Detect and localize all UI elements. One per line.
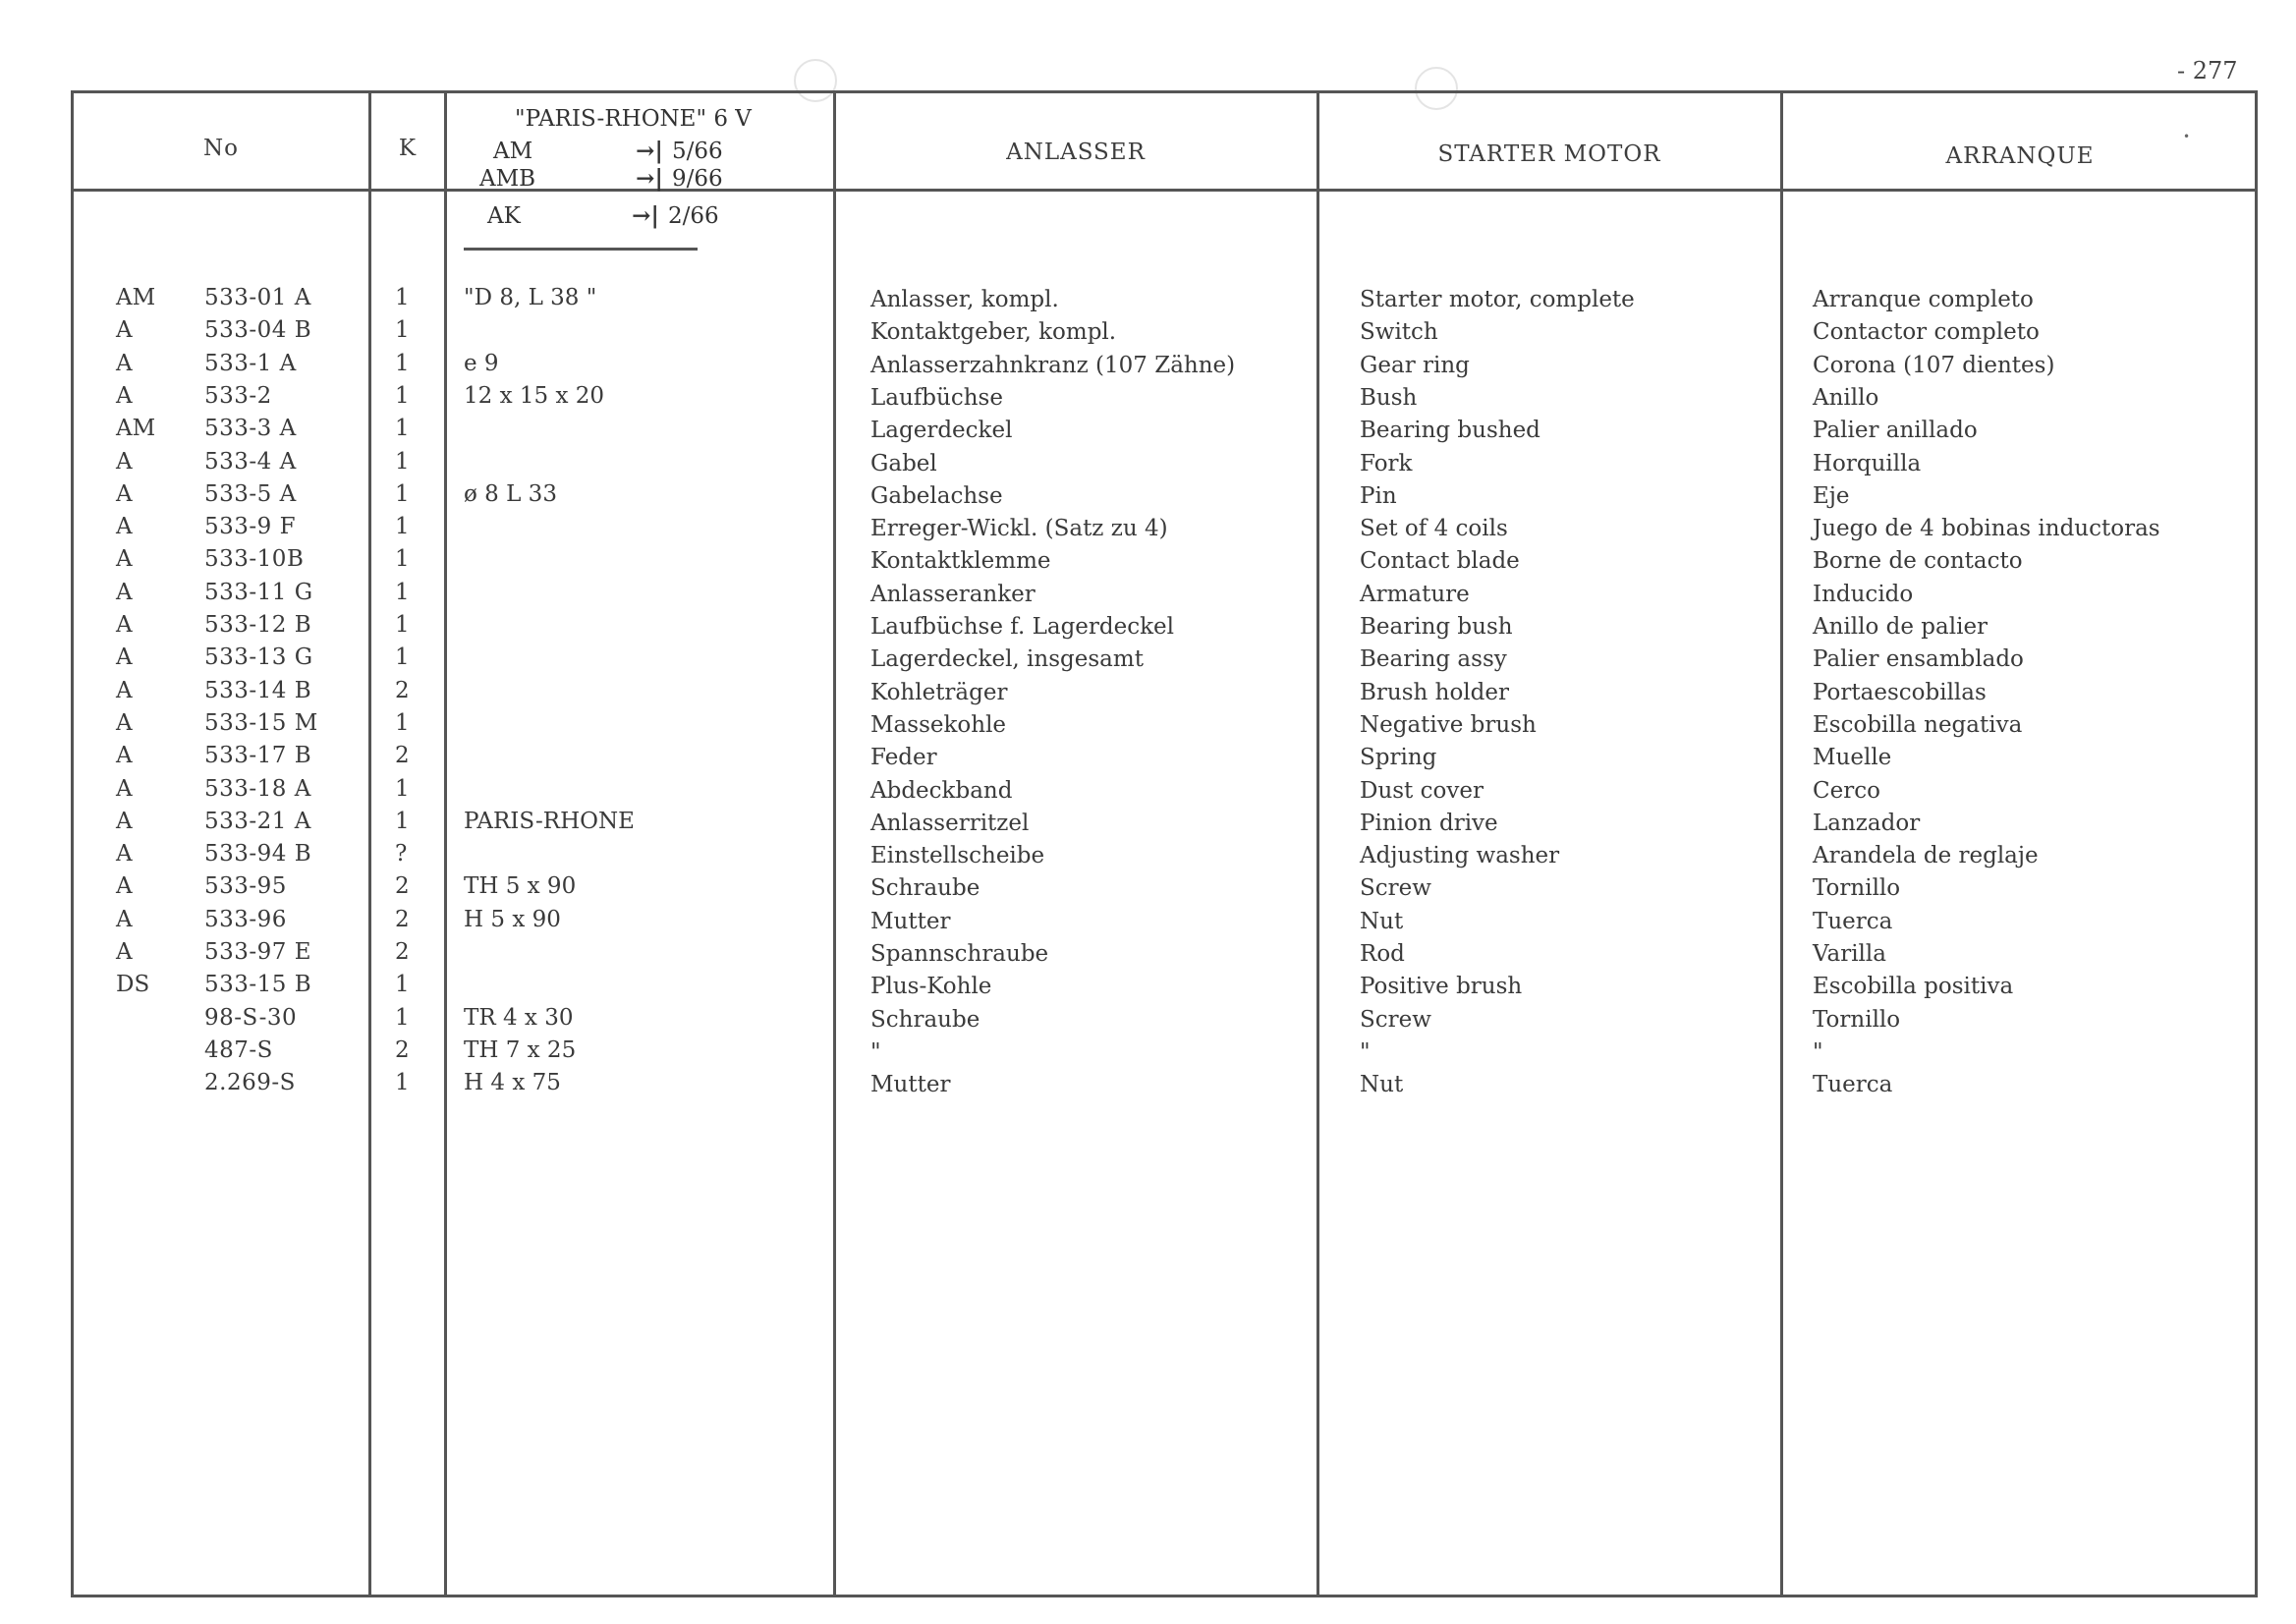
description-en: Gear ring <box>1360 352 1470 378</box>
description-de: " <box>870 1038 881 1065</box>
spec: PARIS-RHONE <box>464 808 635 834</box>
description-en: Adjusting washer <box>1360 843 1560 869</box>
description-en: Fork <box>1360 450 1413 476</box>
quantity: 1 <box>395 775 410 802</box>
model-name: AMB <box>479 166 536 192</box>
description-de: Anlasserzahnkranz (107 Zähne) <box>870 352 1236 378</box>
description-es: Juego de 4 bobinas inductoras <box>1813 516 2160 542</box>
description-es: Palier anillado <box>1813 418 1978 444</box>
part-prefix: DS <box>116 972 150 998</box>
description-de: Laufbüchse <box>870 384 1003 411</box>
description-de: Laufbüchse f. Lagerdeckel <box>870 614 1175 640</box>
quantity: 1 <box>395 514 410 540</box>
description-es: Muelle <box>1813 745 1892 771</box>
part-number: 533-18 A <box>204 775 311 802</box>
spec: H 5 x 90 <box>464 906 561 932</box>
description-es: Tuerca <box>1813 908 1893 934</box>
part-prefix: A <box>116 579 133 605</box>
description-de: Lagerdeckel <box>870 418 1013 444</box>
part-number: 533-10B <box>204 546 305 573</box>
quantity: 1 <box>395 644 410 671</box>
model-date: 9/66 <box>672 166 723 192</box>
quantity: 1 <box>395 1070 410 1096</box>
part-number: 533-12 B <box>204 612 312 638</box>
part-number: 487-S <box>204 1036 273 1063</box>
description-en: Pin <box>1360 482 1397 509</box>
quantity: 1 <box>395 972 410 998</box>
description-de: Anlasserritzel <box>870 810 1030 836</box>
description-en: Contact blade <box>1360 548 1520 575</box>
description-en: Armature <box>1360 581 1470 607</box>
description-es: Escobilla positiva <box>1813 974 2014 1000</box>
quantity: 2 <box>395 677 410 703</box>
description-en: Nut <box>1360 908 1404 934</box>
model-line-amb <box>479 165 723 192</box>
part-prefix: A <box>116 677 133 703</box>
part-number: 533-2 <box>204 382 272 409</box>
part-prefix: A <box>116 612 133 638</box>
description-en: Bush <box>1360 384 1418 411</box>
spec: H 4 x 75 <box>464 1070 561 1096</box>
description-es: Tuerca <box>1813 1072 1893 1098</box>
spec: "D 8, L 38 " <box>464 285 597 310</box>
column-rule-4 <box>1316 90 1319 1597</box>
quantity: 1 <box>395 285 410 310</box>
column-header-no: No <box>203 136 239 161</box>
quantity: 1 <box>395 612 410 638</box>
quantity: 2 <box>395 939 410 965</box>
model-line-ak <box>487 202 719 229</box>
model-name: AM <box>493 139 533 164</box>
quantity: 1 <box>395 480 410 507</box>
part-number: 533-17 B <box>204 743 312 769</box>
model-date: 2/66 <box>668 203 719 229</box>
description-es: Lanzador <box>1813 810 1921 836</box>
description-es: Arranque completo <box>1813 287 2034 312</box>
description-de: Anlasseranker <box>870 581 1036 607</box>
spec-underline <box>464 248 698 251</box>
quantity: ? <box>395 841 408 868</box>
description-en: Starter motor, complete <box>1360 287 1635 312</box>
description-de: Massekohle <box>870 711 1007 738</box>
part-number: 533-14 B <box>204 677 312 703</box>
part-number: 533-11 G <box>204 579 313 605</box>
description-en: Screw <box>1360 875 1431 902</box>
description-de: Mutter <box>870 1072 951 1098</box>
description-de: Plus-Kohle <box>870 974 992 1000</box>
part-prefix: A <box>116 709 133 736</box>
description-de: Kontaktklemme <box>870 548 1051 575</box>
column-rule-5 <box>1780 90 1783 1597</box>
description-es: Corona (107 dientes) <box>1813 352 2055 378</box>
part-prefix: A <box>116 350 133 376</box>
quantity: 1 <box>395 546 410 573</box>
description-es: Inducido <box>1813 581 1914 607</box>
description-de: Gabel <box>870 450 937 476</box>
part-prefix: A <box>116 939 133 965</box>
column-rule-1 <box>368 90 371 1597</box>
description-en: Switch <box>1360 319 1438 346</box>
description-es: Contactor completo <box>1813 319 2040 346</box>
description-de: Anlasser, kompl. <box>870 287 1059 312</box>
quantity: 1 <box>395 709 410 736</box>
description-es: Eje <box>1813 482 1850 509</box>
spec: e 9 <box>464 350 499 376</box>
description-de: Erreger-Wickl. (Satz zu 4) <box>870 516 1168 542</box>
part-number: 533-5 A <box>204 480 297 507</box>
description-es: Tornillo <box>1813 875 1901 902</box>
part-number: 533-94 B <box>204 841 312 868</box>
model-date: 5/66 <box>672 139 723 164</box>
description-en: Pinion drive <box>1360 810 1498 836</box>
description-en: Negative brush <box>1360 711 1537 738</box>
part-number: 533-3 A <box>204 416 297 442</box>
description-en: Screw <box>1360 1006 1431 1033</box>
quantity: 1 <box>395 350 410 376</box>
model-line-am <box>493 138 723 164</box>
description-es: Varilla <box>1813 941 1886 967</box>
part-prefix: A <box>116 514 133 540</box>
description-es: Tornillo <box>1813 1006 1901 1033</box>
part-number: 533-1 A <box>204 350 297 376</box>
part-prefix: A <box>116 808 133 834</box>
quantity: 1 <box>395 808 410 834</box>
description-es: Arandela de reglaje <box>1813 843 2039 869</box>
part-number: 533-95 <box>204 873 287 900</box>
part-number: 533-21 A <box>204 808 311 834</box>
quantity: 1 <box>395 1004 410 1031</box>
spec: TH 7 x 25 <box>464 1036 577 1063</box>
description-es: Anillo <box>1813 384 1879 411</box>
description-en: Set of 4 coils <box>1360 516 1508 542</box>
quantity: 2 <box>395 906 410 932</box>
description-de: Einstellscheibe <box>870 843 1045 869</box>
column-header-de: ANLASSER <box>1006 140 1146 165</box>
arrow-icon: →| <box>636 165 663 192</box>
model-name: AK <box>487 203 521 229</box>
part-prefix: A <box>116 841 133 868</box>
description-de: Gabelachse <box>870 482 1003 509</box>
description-es: Escobilla negativa <box>1813 711 2023 738</box>
part-prefix: A <box>116 743 133 769</box>
page-number: - 277 <box>2177 57 2238 84</box>
part-number: 533-96 <box>204 906 287 932</box>
part-prefix: A <box>116 546 133 573</box>
part-number: 533-97 E <box>204 939 312 965</box>
description-es: Palier ensamblado <box>1813 646 2024 673</box>
description-en: Positive brush <box>1360 974 1523 1000</box>
spec: 12 x 15 x 20 <box>464 382 604 409</box>
arrow-icon: →| <box>636 138 663 164</box>
part-prefix: A <box>116 448 133 475</box>
part-number: 533-4 A <box>204 448 297 475</box>
description-en: Rod <box>1360 941 1405 967</box>
description-de: Spannschraube <box>870 941 1049 967</box>
quantity: 1 <box>395 448 410 475</box>
description-en: Dust cover <box>1360 777 1484 804</box>
description-es: Horquilla <box>1813 450 1922 476</box>
description-en: Bearing bush <box>1360 614 1513 640</box>
part-number: 533-15 M <box>204 709 318 736</box>
spec: TH 5 x 90 <box>464 873 577 900</box>
description-de: Kohleträger <box>870 679 1008 705</box>
description-de: Kontaktgeber, kompl. <box>870 319 1117 346</box>
column-rule-2 <box>444 90 447 1597</box>
description-de: Schraube <box>870 875 980 902</box>
part-number: 533-15 B <box>204 972 312 998</box>
description-de: Schraube <box>870 1006 980 1033</box>
description-de: Mutter <box>870 908 951 934</box>
part-number: 533-9 F <box>204 514 297 540</box>
description-en: Brush holder <box>1360 679 1509 705</box>
quantity: 2 <box>395 1036 410 1063</box>
description-en: Nut <box>1360 1072 1404 1098</box>
description-de: Lagerdeckel, insgesamt <box>870 646 1144 673</box>
quantity: 1 <box>395 416 410 442</box>
quantity: 2 <box>395 743 410 769</box>
part-prefix: A <box>116 317 133 344</box>
part-prefix: A <box>116 644 133 671</box>
part-prefix: A <box>116 382 133 409</box>
part-number: 2.269-S <box>204 1070 296 1096</box>
stray-mark: • <box>2183 130 2191 143</box>
part-prefix: A <box>116 906 133 932</box>
description-es: Cerco <box>1813 777 1880 804</box>
description-es: " <box>1813 1038 1823 1065</box>
part-number: 533-04 B <box>204 317 312 344</box>
column-header-es: ARRANQUE <box>1945 143 2095 169</box>
spec: ø 8 L 33 <box>464 480 557 507</box>
spec: TR 4 x 30 <box>464 1004 574 1031</box>
quantity: 1 <box>395 317 410 344</box>
part-prefix: AM <box>116 416 156 442</box>
description-de: Abdeckband <box>870 777 1013 804</box>
column-rule-3 <box>833 90 836 1597</box>
arrow-icon: →| <box>632 202 659 229</box>
part-prefix: A <box>116 480 133 507</box>
description-en: Bearing bushed <box>1360 418 1540 444</box>
part-prefix: A <box>116 873 133 900</box>
part-number: 98-S-30 <box>204 1004 298 1031</box>
description-en: Spring <box>1360 745 1437 771</box>
description-de: Feder <box>870 745 937 771</box>
description-es: Anillo de palier <box>1813 614 1988 640</box>
header-divider <box>71 189 2258 192</box>
part-prefix: A <box>116 775 133 802</box>
spec-title: "PARIS-RHONE" 6 V <box>515 106 752 132</box>
column-header-k: K <box>398 136 418 161</box>
column-header-en: STARTER MOTOR <box>1437 141 1661 167</box>
part-number: 533-13 G <box>204 644 313 671</box>
description-en: " <box>1360 1038 1371 1065</box>
part-prefix: AM <box>116 285 156 310</box>
description-en: Bearing assy <box>1360 646 1507 673</box>
quantity: 2 <box>395 873 410 900</box>
description-es: Portaescobillas <box>1813 679 1987 705</box>
part-number: 533-01 A <box>204 285 311 310</box>
quantity: 1 <box>395 382 410 409</box>
quantity: 1 <box>395 579 410 605</box>
description-es: Borne de contacto <box>1813 548 2023 575</box>
